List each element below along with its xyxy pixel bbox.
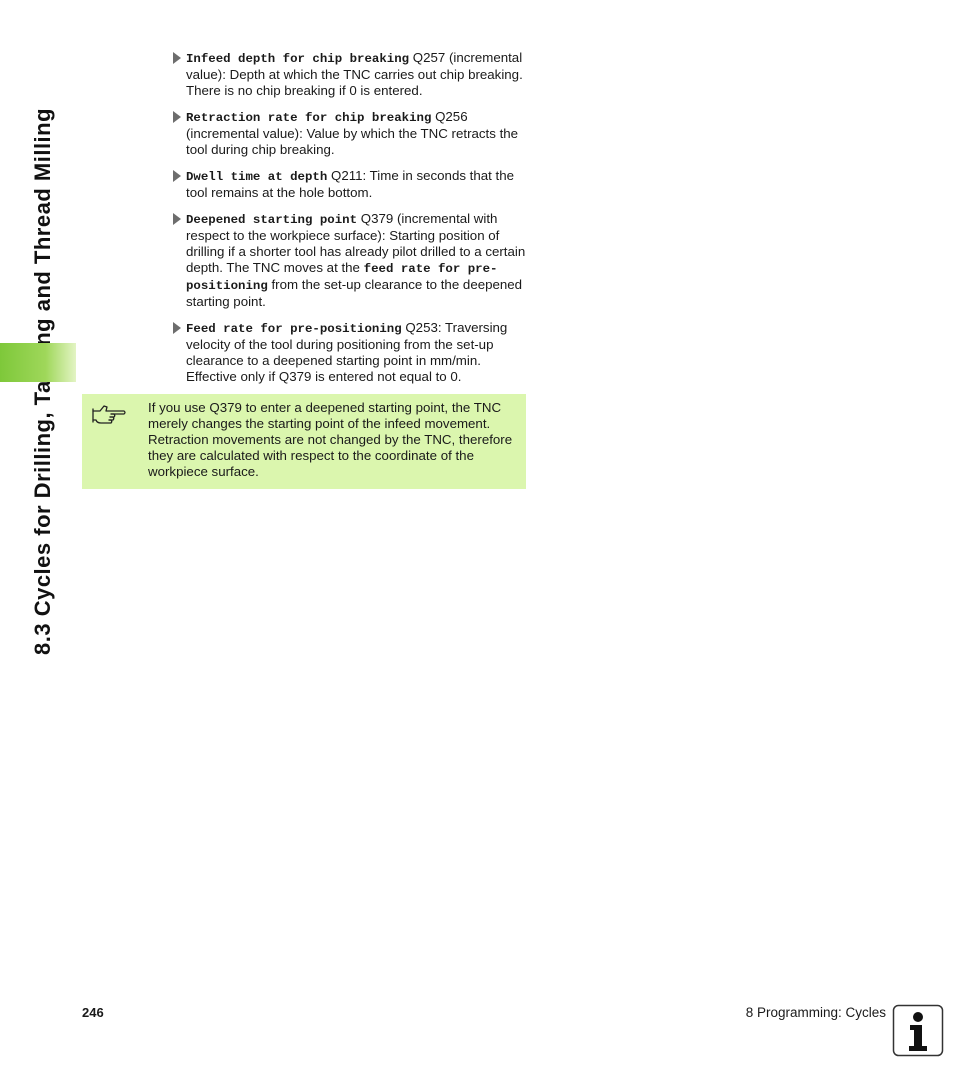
page-number: 246 xyxy=(82,1005,104,1020)
parameter-item xyxy=(172,211,528,310)
bullet-arrow-icon xyxy=(173,52,181,64)
note-text: If you use Q379 to enter a deepened starting point, the TNC merely changes the starting point of the infeed movement. Retraction movements are not changed by the TNC, therefore they are calculated with respect to the coordinate of the workpiece surface. xyxy=(148,400,513,479)
note-box xyxy=(82,394,526,489)
inline-parameter-term: feed rate for pre-positioning xyxy=(186,262,498,293)
bullet-arrow-icon xyxy=(173,111,181,123)
parameter-item xyxy=(172,168,528,201)
bullet-arrow-icon xyxy=(173,322,181,334)
parameter-name: Deepened starting point xyxy=(186,213,358,227)
parameter-description: Q379 (incremental with respect to the workpiece surface): Starting position of drilling if a shorter tool has already pilot drilled to a certain depth. The TNC moves at the xyxy=(186,211,526,275)
parameter-description: Q256 (incremental value): Value by which the TNC retracts the tool during chip breaking. xyxy=(186,109,519,157)
parameter-name: Dwell time at depth xyxy=(186,170,328,184)
parameter-name: Infeed depth for chip breaking xyxy=(186,52,410,66)
chapter-label: 8 Programming: Cycles xyxy=(745,1005,886,1020)
parameter-list xyxy=(172,50,528,395)
parameter-item xyxy=(172,50,528,99)
parameter-description: Q211: Time in seconds that the tool remains at the hole bottom. xyxy=(186,168,515,200)
parameter-name: Feed rate for pre-positioning xyxy=(186,322,402,336)
pointing-hand-icon xyxy=(91,402,127,428)
section-tab-marker xyxy=(0,343,76,382)
bullet-arrow-icon xyxy=(173,170,181,182)
parameter-description: Q253: Traversing velocity of the tool during positioning from the set-up clearance to a deepened starting point in mm/min. Effective only if Q379 is entered not equal to 0. xyxy=(186,320,508,384)
bullet-arrow-icon xyxy=(173,213,181,225)
parameter-description: Q257 (incremental value): Depth at which the TNC carries out chip breaking. There is no chip breaking if 0 is entered. xyxy=(186,50,523,98)
info-icon xyxy=(892,1004,944,1057)
parameter-name: Retraction rate for chip breaking xyxy=(186,111,432,125)
parameter-item xyxy=(172,109,528,158)
parameter-description-continued: from the set-up clearance to the deepened starting point. xyxy=(186,277,523,309)
parameter-item xyxy=(172,320,528,385)
